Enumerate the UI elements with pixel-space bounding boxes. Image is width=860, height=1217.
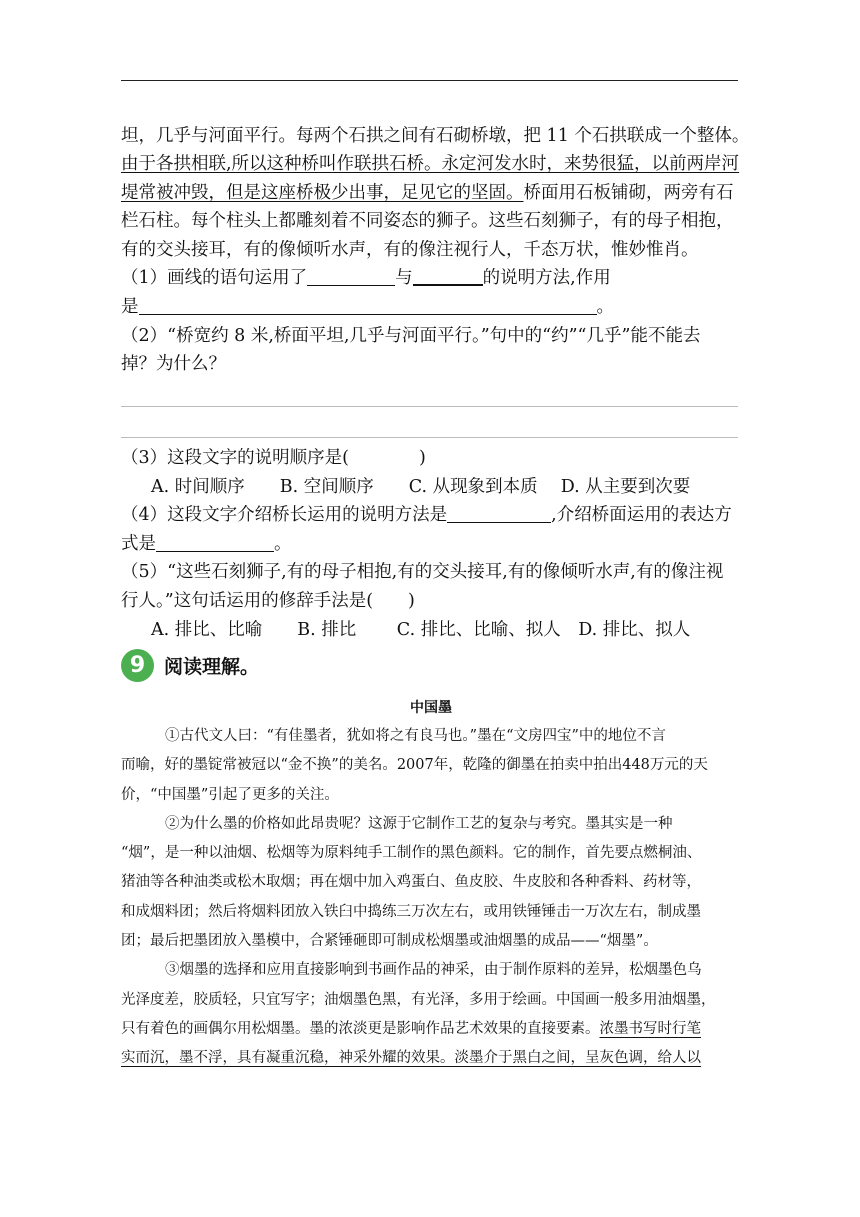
underlined-sentence: 浓墨书写时行笔: [599, 1020, 701, 1037]
answer-blank[interactable]: [156, 533, 274, 552]
q4-text: 。: [274, 533, 292, 554]
questions-continued: [121, 444, 741, 644]
underlined-sentence: 实而沉，墨不浮，具有凝重沉稳，神采外耀的效果。淡墨介于黑白之间，呈灰色调，给人以: [121, 1050, 701, 1067]
article-line: [121, 1015, 741, 1044]
question-3-options: A. 时间顺序 B. 空间顺序 C. 从现象到本质 D. 从主要到次要: [151, 476, 691, 497]
answer-blank[interactable]: [447, 505, 551, 524]
section-heading: [121, 648, 259, 682]
article-line: ②为什么墨的价格如此昂贵呢？这源于它制作工艺的复杂与考究。墨其实是一种: [165, 815, 673, 832]
passage-line: [121, 179, 741, 208]
passage-and-questions: [121, 122, 750, 379]
article-line: [121, 1044, 741, 1073]
passage-line-underlined: [121, 150, 741, 179]
question-2: （2）“桥宽约 8 米,桥面平坦,几乎与河面平行。”句中的“约”“几乎”能不能去: [121, 325, 701, 346]
question-4-cont: [121, 530, 741, 559]
reading-article: [121, 696, 741, 1074]
question-1: [121, 264, 741, 293]
passage-line: 栏石柱。每个柱头上都雕刻着不同姿态的狮子。这些石刻狮子，有的母子相抱，: [121, 211, 734, 232]
q1-text: 的说明方法,作用: [482, 268, 611, 289]
answer-line[interactable]: [121, 437, 738, 438]
passage-line: 有的交头接耳，有的像倾听水声，有的像注视行人，千态万状，惟妙惟肖。: [121, 239, 699, 260]
question-5-options: A. 排比、比喻 B. 排比 C. 排比、比喻、拟人 D. 排比、拟人: [151, 619, 691, 640]
answer-blank[interactable]: [413, 267, 483, 287]
question-3: （3）这段文字的说明顺序是( ): [121, 448, 426, 468]
question-4: [121, 501, 741, 530]
article-line: ③烟墨的选择和应用直接影响到书画作品的神采，由于制作原料的差异，松烟墨色乌: [165, 962, 702, 979]
article-line: 和成烟料团；然后将烟料团放入铁臼中捣练三万次左右，或用铁锤锤击一万次左右，制成墨: [121, 903, 701, 920]
passage-text: 桥面用石板铺砌，两旁有石: [523, 182, 734, 203]
section-title: 阅读理解。: [164, 655, 260, 678]
underlined-sentence: 堤常被冲毁，但是这座桥极少出事，足见它的坚固。: [121, 182, 524, 203]
answer-line[interactable]: [121, 406, 738, 407]
article-line: 而喻，好的墨锭常被冠以“金不换”的美名。2007年，乾隆的御墨在拍卖中拍出448万元的天: [121, 757, 708, 774]
article-line: ①古代文人曰：“有佳墨者，犹如将之有良马也。”墨在“文房四宝”中的地位不言: [165, 728, 666, 744]
article-line: 团；最后把墨团放入墨模中，合紧锤砸即可制成松烟墨或油烟墨的成品——“烟墨”。: [121, 933, 658, 950]
article-line: 猪油等各种油类或松木取烟；再在烟中加入鸡蛋白、鱼皮胶、牛皮胶和各种香料、药材等，: [121, 874, 701, 891]
q1-text: 是: [121, 296, 139, 317]
section-number-badge: 9: [121, 649, 154, 682]
q1-text: （1）画线的语句运用了: [121, 268, 308, 289]
article-line: “烟”，是一种以油烟、松烟等为原料纯手工制作的黑色颜料。它的制作，首先要点燃桐油、: [121, 845, 702, 862]
q4-text: 式是: [121, 533, 156, 554]
q1-text: 与: [395, 268, 413, 289]
article-text: 只有着色的画偶尔用松烟墨。墨的浓淡更是影响作品艺术效果的直接要素。: [121, 1020, 600, 1037]
q4-text: （4）这段文字介绍桥长运用的说明方法是: [121, 505, 448, 526]
answer-blank[interactable]: [139, 296, 597, 315]
underlined-sentence: 由于各拱相联,所以这种桥叫作联拱石桥。永定河发水时，来势很猛，以前两岸河: [121, 154, 740, 174]
question-5: （5）“这些石刻狮子,有的母子相抱,有的交头接耳,有的像倾听水声,有的像注视: [121, 562, 724, 583]
article-title: 中国墨: [410, 700, 452, 716]
question-2-cont: 掉？为什么？: [121, 354, 226, 375]
answer-blank[interactable]: [307, 268, 395, 287]
q1-text: 。: [596, 296, 614, 317]
article-line: 光泽度差，胶质轻，只宜写字；油烟墨色黑，有光泽，多用于绘画。中国画一般多用油烟墨，: [121, 991, 716, 1008]
passage-line: 坦，几乎与河面平行。每两个石拱之间有石砌桥墩，把 11 个石拱联成一个整体。: [121, 126, 750, 146]
q4-text: ,介绍桥面运用的表达方: [551, 505, 732, 526]
question-5-cont: 行人。”这句话运用的修辞手法是( ): [121, 590, 415, 611]
question-1-cont: [121, 293, 741, 322]
header-rule: [121, 80, 738, 81]
article-line: 价，“中国墨”引起了更多的关注。: [121, 786, 339, 803]
